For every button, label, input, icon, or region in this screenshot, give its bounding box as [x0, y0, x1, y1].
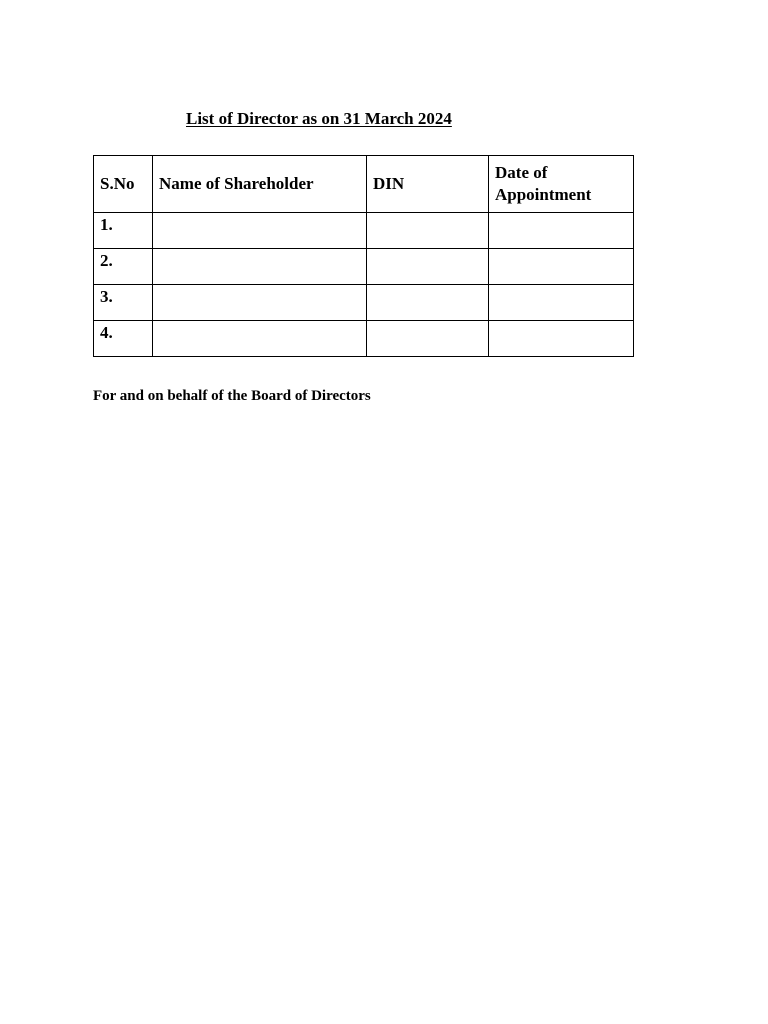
- cell-date: [489, 249, 634, 285]
- cell-date: [489, 285, 634, 321]
- board-signature-line: For and on behalf of the Board of Directors: [93, 388, 371, 404]
- cell-din: [367, 321, 489, 357]
- cell-name: [153, 321, 367, 357]
- table-row: [94, 249, 634, 285]
- director-table: [93, 155, 634, 357]
- header-sno: S.No: [94, 156, 153, 213]
- header-name-of-shareholder: Name of Shareholder: [153, 156, 367, 213]
- cell-name: [153, 213, 367, 249]
- cell-sno: 4.: [94, 321, 153, 357]
- table-row: [94, 321, 634, 357]
- cell-sno: 1.: [94, 213, 153, 249]
- table-header-row: [94, 156, 634, 213]
- cell-din: [367, 249, 489, 285]
- header-date-of-appointment: Date of Appointment: [489, 156, 634, 213]
- header-din: DIN: [367, 156, 489, 213]
- cell-name: [153, 249, 367, 285]
- cell-din: [367, 285, 489, 321]
- cell-name: [153, 285, 367, 321]
- document-title: List of Director as on 31 March 2024: [186, 109, 452, 128]
- cell-sno: 3.: [94, 285, 153, 321]
- table-row: [94, 285, 634, 321]
- cell-date: [489, 321, 634, 357]
- cell-date: [489, 213, 634, 249]
- cell-sno: 2.: [94, 249, 153, 285]
- cell-din: [367, 213, 489, 249]
- table-row: [94, 213, 634, 249]
